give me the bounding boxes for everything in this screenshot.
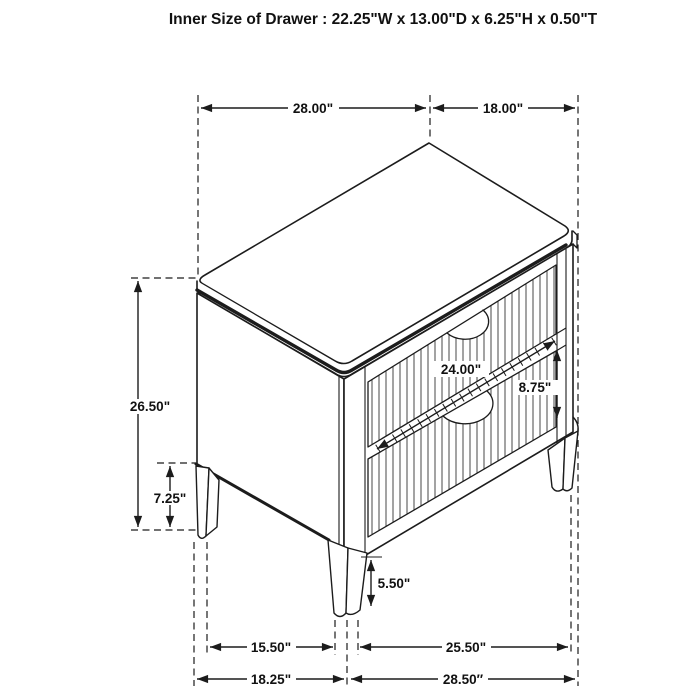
svg-text:18.25": 18.25" <box>250 672 292 687</box>
svg-text:25.50": 25.50" <box>445 640 487 655</box>
dim-height-drawer-label <box>513 380 558 395</box>
svg-text:8.75": 8.75" <box>518 380 552 395</box>
svg-text:5.50": 5.50" <box>377 576 411 591</box>
dim-width-drawer-label <box>433 361 489 377</box>
front-leg-right-face <box>346 548 367 614</box>
svg-text:28.00": 28.00" <box>292 101 334 116</box>
svg-text:28.50″: 28.50″ <box>442 672 484 687</box>
svg-text:24.00": 24.00" <box>440 362 482 377</box>
svg-text:7.25": 7.25" <box>153 491 187 506</box>
dim-width-base-label <box>438 672 488 687</box>
dim-depth-top-label <box>478 101 528 116</box>
right-leg-outer-face <box>563 431 578 491</box>
dim-width-leg-inner-label <box>442 640 491 655</box>
svg-text:18.00": 18.00" <box>482 101 524 116</box>
dim-depth-leg-inner-label <box>247 640 296 655</box>
dim-depth-overall-label <box>247 672 296 687</box>
diagram-title: Inner Size of Drawer : 22.25"W x 13.00"D x 6.25"H x 0.50"T <box>168 11 598 28</box>
dim-height-overall-label <box>121 399 178 414</box>
front-leg-left-face <box>328 540 348 617</box>
svg-text:26.50": 26.50" <box>129 399 171 414</box>
svg-text:15.50": 15.50" <box>250 640 292 655</box>
back-left-leg-right-face <box>206 468 219 536</box>
dim-height-leg-label <box>372 576 416 591</box>
dim-width-top-label <box>288 101 339 116</box>
dim-height-base-label <box>148 491 193 506</box>
